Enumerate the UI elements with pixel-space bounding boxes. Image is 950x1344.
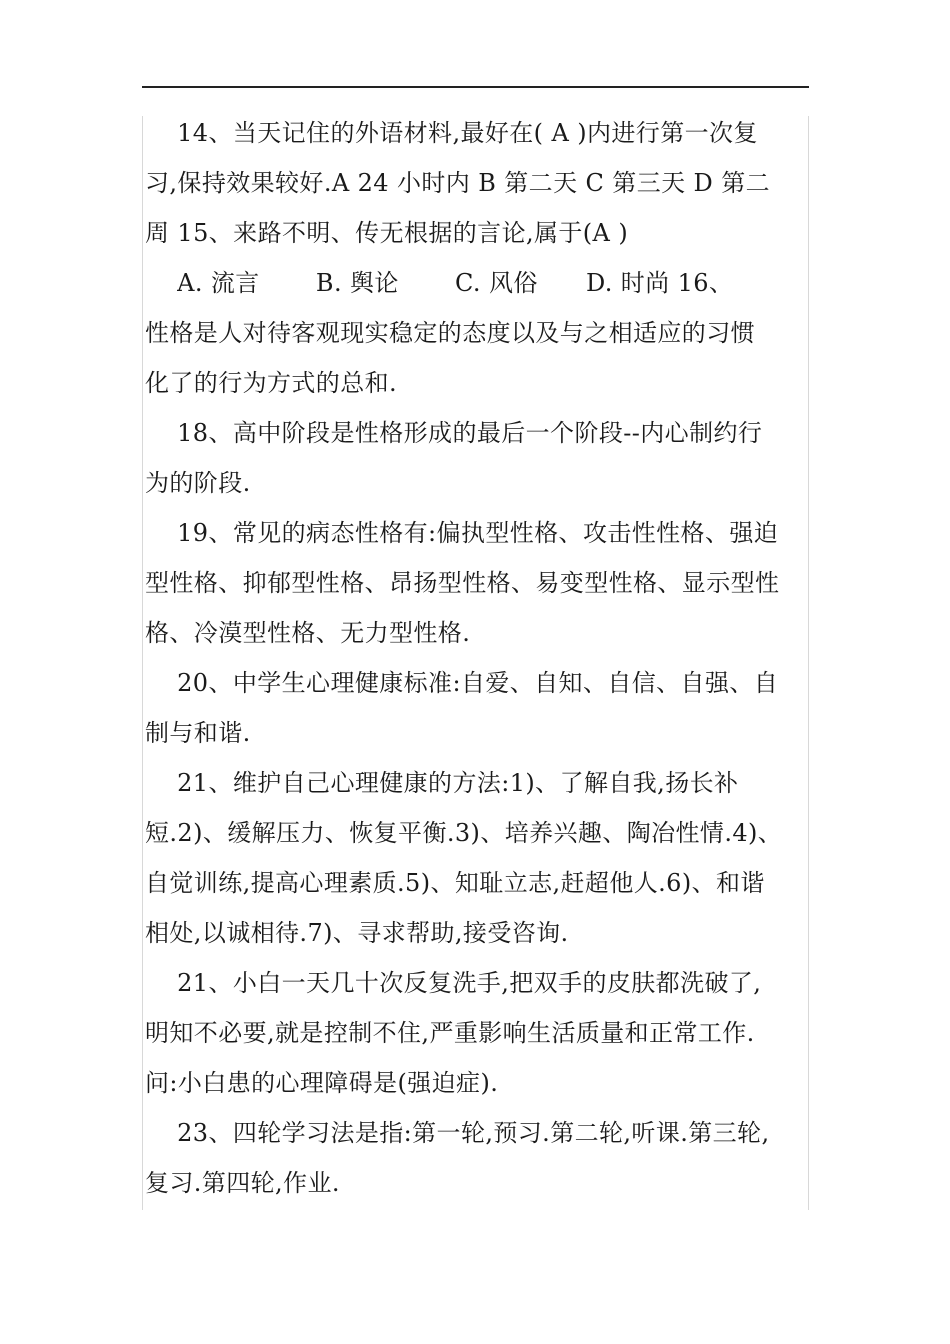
text-line: 问:小白患的心理障碍是(强迫症). xyxy=(145,1069,499,1097)
text-line: 型性格、抑郁型性格、昂扬型性格、易变型性格、显示型性 xyxy=(145,569,780,597)
text-line: 14、当天记住的外语材料,最好在( A )内进行第一次复 xyxy=(145,119,758,147)
header-rule xyxy=(142,86,809,88)
text-line: 复习.第四轮,作业. xyxy=(145,1169,340,1197)
text-line: 相处,以诚相待.7)、寻求帮助,接受咨询. xyxy=(145,919,569,947)
text-line: 21、小白一天几十次反复洗手,把双手的皮肤都洗破了, xyxy=(145,969,762,997)
text-line: 化了的行为方式的总和. xyxy=(145,369,398,397)
text-line: 习,保持效果较好.A 24 小时内 B 第二天 C 第三天 D 第二 xyxy=(145,169,771,197)
text-line: 周 15、来路不明、传无根据的言论,属于(A ) xyxy=(145,219,629,247)
text-line: 19、常见的病态性格有:偏执型性格、攻击性性格、强迫 xyxy=(145,519,779,547)
right-margin-rule xyxy=(808,116,809,1210)
text-line: A. 流言 B. 舆论 C. 风俗 D. 时尚 16、 xyxy=(145,269,734,297)
text-line: 明知不必要,就是控制不住,严重影响生活质量和正常工作. xyxy=(145,1019,755,1047)
text-line: 性格是人对待客观现实稳定的态度以及与之相适应的习惯 xyxy=(145,319,755,347)
text-line: 自觉训练,提高心理素质.5)、知耻立志,赶超他人.6)、和谐 xyxy=(145,869,765,897)
text-line: 21、维护自己心理健康的方法:1)、了解自我,扬长补 xyxy=(145,769,739,797)
text-line: 18、高中阶段是性格形成的最后一个阶段--内心制约行 xyxy=(145,419,763,447)
text-line: 短.2)、缓解压力、恢复平衡.3)、培养兴趣、陶冶性情.4)、 xyxy=(145,819,783,847)
text-line: 23、四轮学习法是指:第一轮,预习.第二轮,听课.第三轮, xyxy=(145,1119,770,1147)
text-line: 格、冷漠型性格、无力型性格. xyxy=(145,619,471,647)
text-line: 20、中学生心理健康标准:自爱、自知、自信、自强、自 xyxy=(145,669,779,697)
text-line: 制与和谐. xyxy=(145,719,251,747)
text-line: 为的阶段. xyxy=(145,469,251,497)
left-margin-rule xyxy=(142,116,143,1210)
